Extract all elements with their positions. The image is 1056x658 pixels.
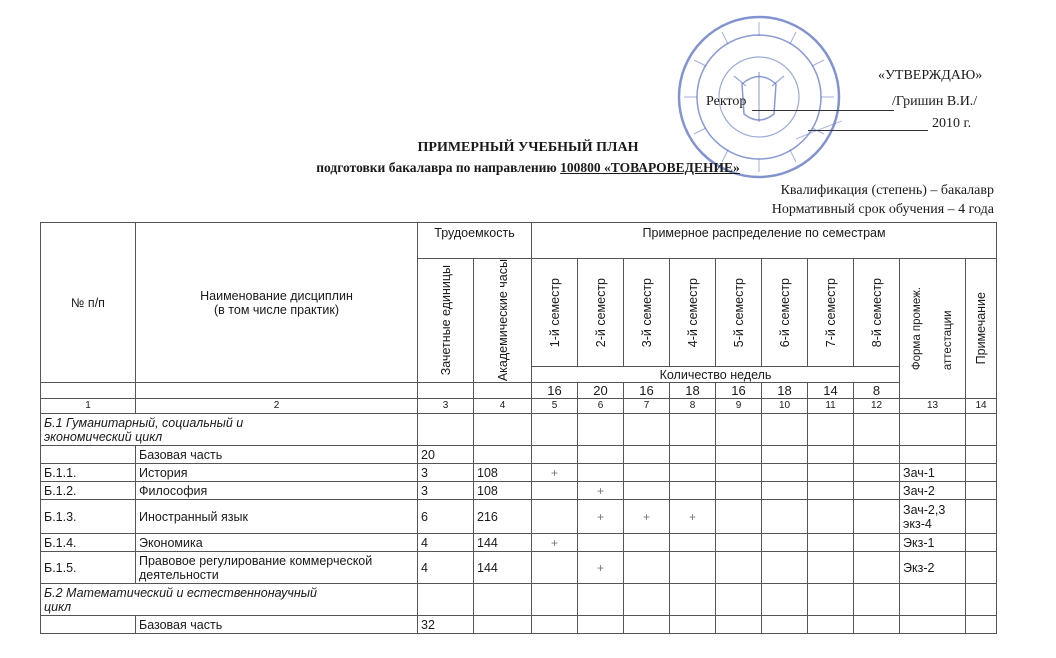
weeks-sem-4: 18 — [670, 383, 716, 399]
cycle-1-title: Б.1 Гуманитарный, социальный и экономический цикл — [41, 414, 418, 446]
weeks-sem-6: 18 — [762, 383, 808, 399]
table-row: Б.1.2. Философия 3 108 + Зач-2 — [41, 482, 997, 500]
base-part-label: Базовая часть — [136, 616, 418, 634]
base-part-credits: 20 — [418, 446, 474, 464]
header-sem-2: 2-й семестр — [578, 259, 624, 367]
header-sem-8: 8-й семестр — [854, 259, 900, 367]
plan-subtitle — [0, 160, 1056, 176]
header-name — [136, 223, 418, 383]
signature-line — [752, 110, 894, 111]
header-sem-3: 3-й семестр — [624, 259, 670, 367]
base-part-label: Базовая часть — [136, 446, 418, 464]
plus-mark: + — [624, 500, 670, 534]
cycle-2-title: Б.2 Математический и естественнонаучный цикл — [41, 584, 418, 616]
header-sem-5: 5-й семестр — [716, 259, 762, 367]
weeks-sem-1: 16 — [532, 383, 578, 399]
plus-mark: + — [578, 552, 624, 584]
header-weeks: Количество недель — [532, 367, 900, 383]
approve-label: «УТВЕРЖДАЮ» — [878, 68, 983, 83]
table-row: Б.1.3. Иностранный язык 6 216 + + + Зач-2,3 экз-4 — [41, 500, 997, 534]
rector-label: Ректор — [706, 94, 747, 109]
rector-name: /Гришин В.И./ — [892, 94, 978, 109]
plus-mark: + — [532, 464, 578, 482]
header-note: Примечание — [966, 259, 997, 399]
base-part-credits: 32 — [418, 616, 474, 634]
subtitle-code: 100800 «ТОВАРОВЕДЕНИЕ» — [560, 160, 740, 175]
cycle-row — [41, 414, 997, 446]
header-labor: Трудоемкость — [418, 223, 532, 259]
curriculum-table — [40, 222, 997, 634]
plus-mark: + — [578, 482, 624, 500]
table-row: Б.1.4. Экономика 4 144 + Экз-1 — [41, 534, 997, 552]
plan-title: ПРИМЕРНЫЙ УЧЕБНЫЙ ПЛАН — [417, 140, 639, 155]
header-sem-1: 1-й семестр — [532, 259, 578, 367]
column-numbers-row: 1 2 3 4 5 6 7 8 9 10 11 12 13 14 — [41, 399, 997, 414]
cycle-row — [41, 584, 997, 616]
date-line — [808, 130, 928, 131]
weeks-sem-3: 16 — [624, 383, 670, 399]
plus-mark: + — [670, 500, 716, 534]
header-sem-7: 7-й семестр — [808, 259, 854, 367]
weeks-sem-7: 14 — [808, 383, 854, 399]
base-part-row — [41, 446, 997, 464]
plus-mark: + — [578, 500, 624, 534]
header-form: Форма промеж. аттестации — [900, 259, 966, 399]
header-distribution: Примерное распределение по семестрам — [532, 223, 997, 259]
qualification: Квалификация (степень) – бакалавр — [780, 183, 994, 198]
weeks-sem-8: 8 — [854, 383, 900, 399]
subtitle-prefix: подготовки бакалавра по направлению — [316, 160, 557, 175]
header-num: № п/п — [41, 223, 136, 383]
header-name-line2: (в том числе практик) — [214, 302, 339, 317]
approval-year: 2010 г. — [932, 116, 972, 131]
table-row: Б.1.1. История 3 108 + Зач-1 — [41, 464, 997, 482]
plus-mark: + — [532, 534, 578, 552]
header-hours: Академические часы — [474, 259, 532, 383]
study-duration: Нормативный срок обучения – 4 года — [771, 202, 994, 217]
table-row: Б.1.5. Правовое регулирование коммерческой деятельности 4 144 + Экз-2 — [41, 552, 997, 584]
header-sem-6: 6-й семестр — [762, 259, 808, 367]
weeks-sem-5: 16 — [716, 383, 762, 399]
header-credits: Зачетные единицы — [418, 259, 474, 383]
weeks-sem-2: 20 — [578, 383, 624, 399]
base-part-row — [41, 616, 997, 634]
header-name-line1: Наименование дисциплин — [200, 288, 353, 303]
header-sem-4: 4-й семестр — [670, 259, 716, 367]
